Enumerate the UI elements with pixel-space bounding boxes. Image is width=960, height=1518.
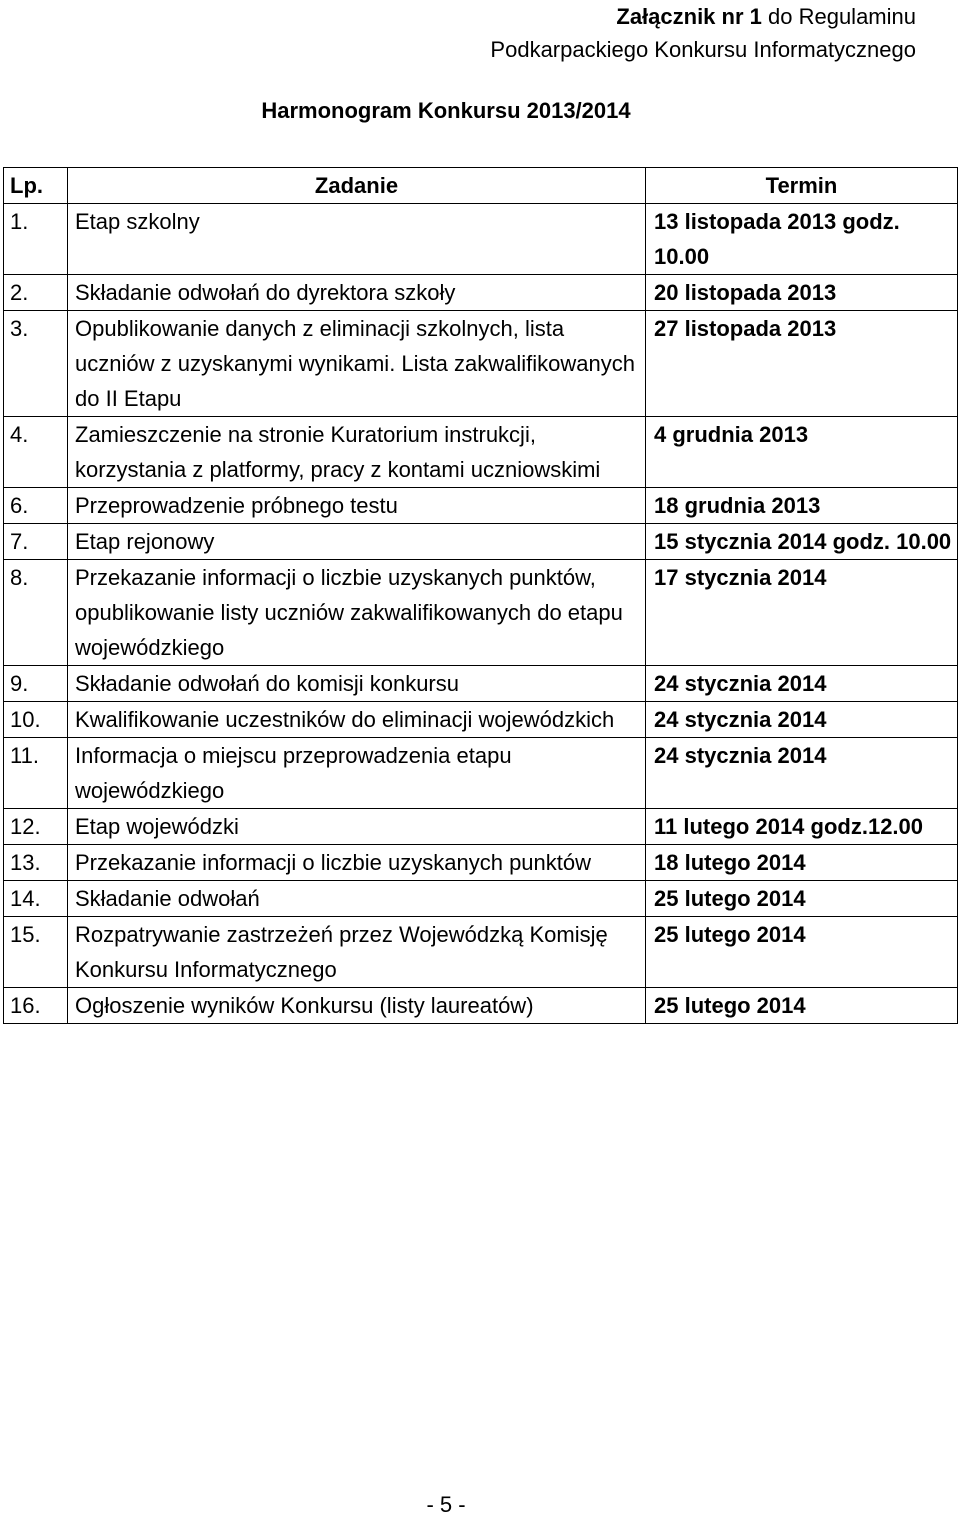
task-description: Przekazanie informacji o liczbie uzyskanych punktów xyxy=(68,845,646,881)
task-description: Składanie odwołań xyxy=(68,881,646,917)
row-number: 6. xyxy=(4,488,68,524)
task-deadline: 25 lutego 2014 xyxy=(646,988,958,1024)
task-deadline: 13 listopada 2013 godz. 10.00 xyxy=(646,204,958,275)
task-description: Informacja o miejscu przeprowadzenia etapu wojewódzkiego xyxy=(68,738,646,809)
attachment-note xyxy=(490,0,916,66)
row-number: 10. xyxy=(4,702,68,738)
table-header-row xyxy=(4,168,958,204)
table-row xyxy=(4,560,958,666)
task-deadline: 18 lutego 2014 xyxy=(646,845,958,881)
row-number: 13. xyxy=(4,845,68,881)
row-number: 11. xyxy=(4,738,68,809)
attachment-label: Załącznik nr 1 xyxy=(616,4,762,29)
attachment-label-rest: do Regulaminu xyxy=(761,4,916,29)
task-description: Ogłoszenie wyników Konkursu (listy laureatów) xyxy=(68,988,646,1024)
table-row xyxy=(4,488,958,524)
row-number: 4. xyxy=(4,417,68,488)
task-deadline: 25 lutego 2014 xyxy=(646,881,958,917)
schedule-table-body xyxy=(4,204,958,1024)
task-description: Przekazanie informacji o liczbie uzyskanych punktów, opublikowanie listy uczniów zakwalifikowanych do etapu wojewódzkiego xyxy=(68,560,646,666)
task-deadline: 17 stycznia 2014 xyxy=(646,560,958,666)
task-deadline: 20 listopada 2013 xyxy=(646,275,958,311)
row-number: 9. xyxy=(4,666,68,702)
task-description: Zamieszczenie na stronie Kuratorium instrukcji, korzystania z platformy, pracy z kontami uczniowskimi xyxy=(68,417,646,488)
table-row xyxy=(4,417,958,488)
task-deadline: 24 stycznia 2014 xyxy=(646,702,958,738)
task-description: Przeprowadzenie próbnego testu xyxy=(68,488,646,524)
table-row xyxy=(4,988,958,1024)
task-description: Składanie odwołań do komisji konkursu xyxy=(68,666,646,702)
schedule-table xyxy=(3,167,958,1024)
task-deadline: 15 stycznia 2014 godz. 10.00 xyxy=(646,524,958,560)
task-description: Etap szkolny xyxy=(68,204,646,275)
task-deadline: 27 listopada 2013 xyxy=(646,311,958,417)
row-number: 15. xyxy=(4,917,68,988)
attachment-line-1 xyxy=(490,0,916,33)
task-description: Rozpatrywanie zastrzeżeń przez Wojewódzką Komisję Konkursu Informatycznego xyxy=(68,917,646,988)
column-header-lp: Lp. xyxy=(4,168,68,204)
attachment-line-2: Podkarpackiego Konkursu Informatycznego xyxy=(490,37,916,62)
table-row xyxy=(4,666,958,702)
task-deadline: 24 stycznia 2014 xyxy=(646,738,958,809)
table-row xyxy=(4,702,958,738)
task-description: Opublikowanie danych z eliminacji szkolnych, lista uczniów z uzyskanymi wynikami. Lista zakwalifikowanych do II Etapu xyxy=(68,311,646,417)
row-number: 12. xyxy=(4,809,68,845)
task-description: Etap wojewódzki xyxy=(68,809,646,845)
row-number: 8. xyxy=(4,560,68,666)
table-row xyxy=(4,311,958,417)
page-number: - 5 - xyxy=(426,1492,466,1517)
task-description: Kwalifikowanie uczestników do eliminacji wojewódzkich xyxy=(68,702,646,738)
row-number: 16. xyxy=(4,988,68,1024)
row-number: 2. xyxy=(4,275,68,311)
table-row xyxy=(4,881,958,917)
table-row xyxy=(4,845,958,881)
task-description: Etap rejonowy xyxy=(68,524,646,560)
document-title: Harmonogram Konkursu 2013/2014 xyxy=(261,98,631,123)
row-number: 7. xyxy=(4,524,68,560)
table-row xyxy=(4,204,958,275)
table-row xyxy=(4,917,958,988)
row-number: 3. xyxy=(4,311,68,417)
table-row xyxy=(4,524,958,560)
table-row xyxy=(4,738,958,809)
task-deadline: 18 grudnia 2013 xyxy=(646,488,958,524)
column-header-task: Zadanie xyxy=(68,168,646,204)
column-header-term: Termin xyxy=(646,168,958,204)
row-number: 1. xyxy=(4,204,68,275)
task-deadline: 24 stycznia 2014 xyxy=(646,666,958,702)
task-deadline: 11 lutego 2014 godz.12.00 xyxy=(646,809,958,845)
task-deadline: 4 grudnia 2013 xyxy=(646,417,958,488)
table-row xyxy=(4,809,958,845)
table-row xyxy=(4,275,958,311)
row-number: 14. xyxy=(4,881,68,917)
task-description: Składanie odwołań do dyrektora szkoły xyxy=(68,275,646,311)
task-deadline: 25 lutego 2014 xyxy=(646,917,958,988)
